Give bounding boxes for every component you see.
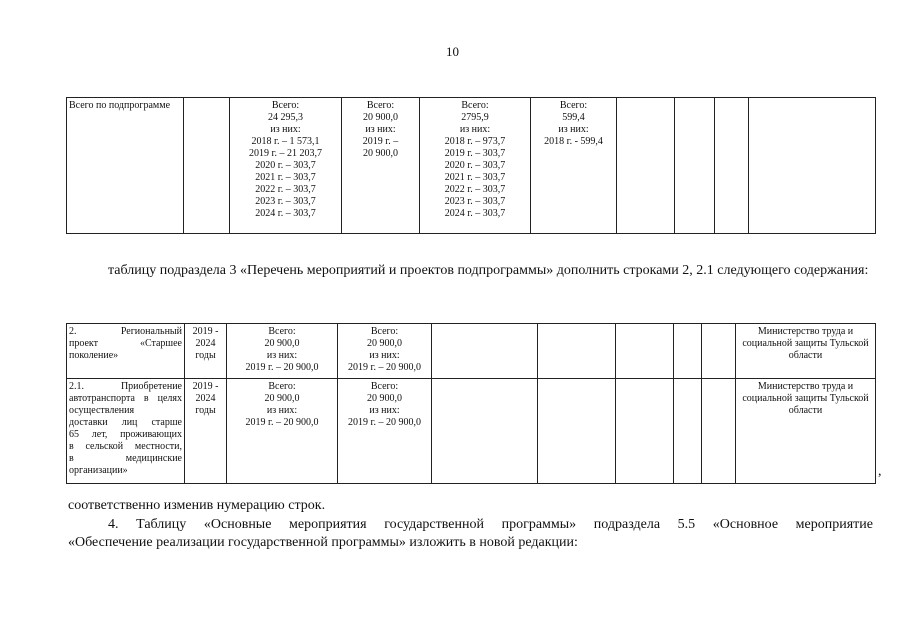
measure-name-line: 2.1. Приобретение [69, 381, 182, 392]
measure-name-line: в сельской местности, [69, 441, 182, 452]
paragraph-renumbering: соответственно изменив нумерацию строк. [68, 498, 326, 513]
years-cell: 2019 - 2024 годы [185, 324, 227, 379]
page-number: 10 [446, 44, 459, 59]
empty-cell [432, 379, 538, 484]
empty-cell [674, 324, 702, 379]
empty-cell [702, 324, 736, 379]
subprogram-total-table [66, 97, 876, 234]
empty-cell [675, 98, 715, 234]
subprogram-total-label: Всего по подпрограмме [67, 98, 184, 234]
measure-name-line: 65 лет, проживающих [69, 429, 182, 440]
project-name-line: проект «Старшее [69, 338, 182, 349]
empty-cell [674, 379, 702, 484]
total-funding-cell: Всего: 24 295,3 из них: 2018 г. – 1 573,1 2019 г. – 21 203,7 2020 г. – 303,7 2021 г. – 303,7 2022 г. – 303,7 2023 г. – 303,7 2024 г. – 303,7 [230, 98, 342, 234]
total-funding-cell: Всего: 20 900,0 из них: 2019 г. – 20 900,0 [227, 379, 338, 484]
empty-cell [702, 379, 736, 484]
measure-name-line: в медицинские [69, 453, 182, 464]
empty-cell [749, 98, 876, 234]
local-funding-cell: Всего: 599,4 из них: 2018 г. - 599,4 [531, 98, 617, 234]
executor-cell: Министерство труда и социальной защиты Тульской области [736, 324, 876, 379]
paragraph-table-instruction [68, 262, 873, 280]
project-name-line: поколение» [69, 350, 119, 361]
empty-cell [538, 379, 616, 484]
empty-cell [432, 324, 538, 379]
federal-funding-cell: Всего: 20 900,0 из них: 2019 г. – 20 900,0 [338, 379, 432, 484]
empty-cell [538, 324, 616, 379]
paragraph-line: 4. Таблицу «Основные мероприятия государственной программы» подраздела 5.5 «Основное мероприятие [108, 517, 873, 532]
paragraph-text: таблицу подраздела 3 «Перечень мероприятий и проектов подпрограммы» дополнить строками 2, 2.1 следующего содержания: [108, 263, 869, 278]
empty-cell [616, 324, 674, 379]
measure-name-line: осуществления [69, 405, 135, 416]
measure-name-line: доставки лиц старше [69, 417, 182, 428]
empty-cell [616, 379, 674, 484]
paragraph-line: «Обеспечение реализации государственной программы» изложить в новой редакции: [68, 535, 578, 550]
empty-cell [715, 98, 749, 234]
measure-name-line: автотранспорта в целях [69, 393, 182, 404]
paragraph-item-4 [68, 516, 873, 552]
project-name-line: 2. Региональный [69, 326, 182, 337]
empty-cell [184, 98, 230, 234]
project-name-cell [67, 324, 185, 379]
table-row [67, 379, 876, 484]
total-funding-cell: Всего: 20 900,0 из них: 2019 г. – 20 900,0 [227, 324, 338, 379]
executor-cell: Министерство труда и социальной защиты Тульской области [736, 379, 876, 484]
regional-funding-cell: Всего: 2795,9 из них: 2018 г. – 973,7 2019 г. – 303,7 2020 г. – 303,7 2021 г. – 303,7 2022 г. – 303,7 2023 г. – 303,7 2024 г. – 303,7 [420, 98, 531, 234]
table-row [67, 324, 876, 379]
years-cell: 2019 - 2024 годы [185, 379, 227, 484]
measures-table [66, 323, 876, 484]
trailing-comma: , [878, 464, 882, 479]
empty-cell [617, 98, 675, 234]
measure-name-line: организации» [69, 465, 128, 476]
measure-name-cell [67, 379, 185, 484]
federal-funding-cell: Всего: 20 900,0 из них: 2019 г. – 20 900,0 [342, 98, 420, 234]
federal-funding-cell: Всего: 20 900,0 из них: 2019 г. – 20 900,0 [338, 324, 432, 379]
